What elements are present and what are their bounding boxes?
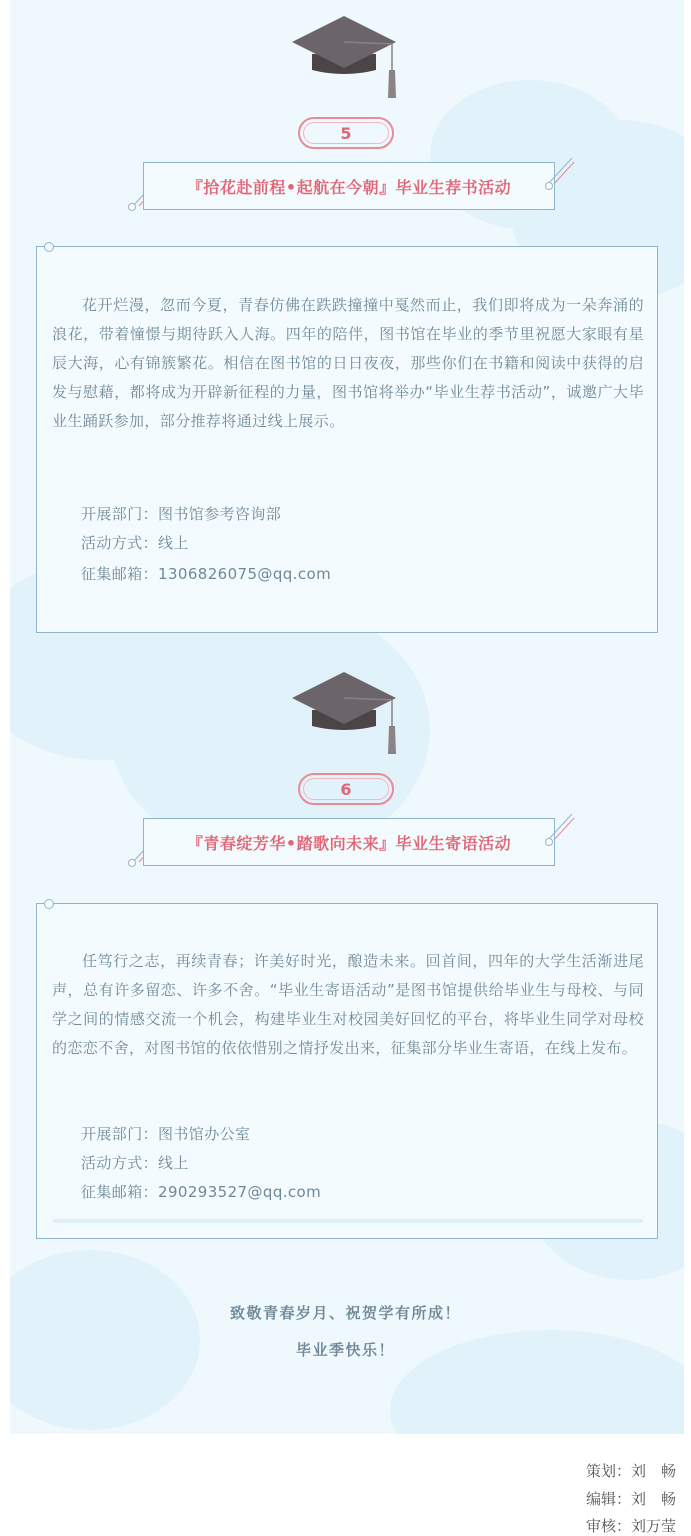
line-ornament-icon (544, 810, 576, 848)
department-text: 开展部门：图书馆参考咨询部 (81, 505, 282, 523)
department-text: 开展部门：图书馆办公室 (81, 1125, 251, 1143)
credit-edit: 编辑：刘 畅 (586, 1490, 677, 1508)
line-ornament-icon (544, 154, 576, 192)
section-paragraph: 花开烂漫，忽而今夏，青春仿佛在跌跌撞撞中戛然而止，我们即将成为一朵奔涌的浪花，带着憧憬与期待跃入人海。四年的陪伴，图书馆在毕业的季节里祝愿大家眼有星辰大海，心有锦簇繁花。相信在图书馆的日日夜夜，那些你们在书籍和阅读中获得的启发与慰藉，都将成为开辟新征程的力量，图书馆将举办“毕业生荐书活动”，诚邀广大毕业生踊跃参加，部分推荐将通过线上展示。 (52, 296, 644, 430)
section-title-box (143, 162, 555, 210)
section-title-box (143, 818, 555, 866)
section-title: 『拾花赴前程•起航在今朝』毕业生荐书活动 (186, 177, 512, 197)
corner-ring-icon (44, 242, 54, 252)
corner-ring-icon (44, 899, 54, 909)
method-text: 活动方式：线上 (81, 1154, 189, 1172)
section-paragraph: 任笃行之志，再续青春；许美好时光，酿造未来。回首间，四年的大学生活渐进尾声，总有许多留恋、许多不舍。“毕业生寄语活动”是图书馆提供给毕业生与母校、与同学之间的情感交流一个机会，构建毕业生对校园美好回忆的平台，将毕业生同学对母校的恋恋不舍，对图书馆的依依惜别之情抒发出来，征集部分毕业生寄语，在线上发布。 (52, 952, 644, 1057)
section-title: 『青春绽芳华•踏歌向未来』毕业生寄语活动 (186, 833, 512, 853)
credit-review: 审核：刘万莹 (586, 1517, 677, 1535)
credit-plan: 策划：刘 畅 (586, 1462, 677, 1480)
graduation-cap-icon (290, 668, 398, 758)
closing-line-2: 毕业季快乐！ (295, 1341, 395, 1359)
section-number-badge (298, 117, 394, 149)
section-content-box (36, 903, 658, 1239)
section-number: 6 (340, 779, 352, 799)
method-text: 活动方式：线上 (81, 534, 189, 552)
section-number-badge (298, 773, 394, 805)
graduation-cap-icon (290, 12, 398, 102)
section-number: 5 (340, 123, 352, 143)
section-content-box (36, 246, 658, 633)
email-text: 征集邮箱：1306826075@qq.com (81, 565, 332, 583)
email-text: 征集邮箱：290293527@qq.com (81, 1183, 322, 1201)
closing-line-1: 致敬青春岁月、祝贺学有所成！ (229, 1304, 461, 1322)
bottom-divider (53, 1219, 643, 1223)
